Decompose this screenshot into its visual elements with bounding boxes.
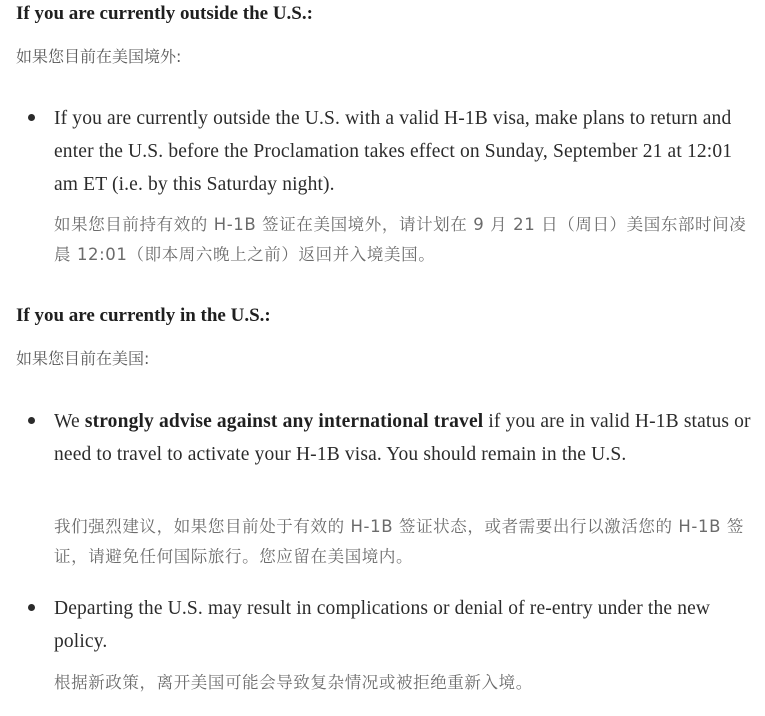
bullet-text-zh: 如果您目前持有效的 H-1B 签证在美国境外，请计划在 9 月 21 日（周日）美国东部时间凌晨 12:01（即本周六晚上之前）返回并入境美国。 — [54, 215, 747, 264]
bullet-text-en — [54, 405, 754, 471]
bullet-icon — [28, 417, 35, 424]
bullet-text-en: Departing the U.S. may result in complications or denial of re-entry under the new policy. — [54, 598, 711, 652]
bullet-text-en-emphasis: strongly advise against any international travel — [84, 411, 484, 432]
section-heading-outside-us-zh: 如果您目前在美国境外: — [16, 47, 182, 66]
section-heading-outside-us: If you are currently outside the U.S.: — [16, 3, 313, 24]
section-heading-in-us-zh: 如果您目前在美国: — [16, 349, 150, 368]
bullet-text-en-rest: if you are in valid H-1B status or need to travel to activate your H-1B visa. You should remain in the U.S. — [54, 411, 751, 465]
bullet-icon — [28, 604, 35, 611]
bullet-text-en: If you are currently outside the U.S. with a valid H-1B visa, make plans to return and enter the U.S. before the Proclamation takes effect on Sunday, September 21 at 12:01 am ET (i.e. by this Saturday night). — [54, 108, 733, 195]
bullet-icon — [28, 114, 35, 121]
bullet-text-en-lead: We — [54, 411, 80, 432]
bullet-text-zh: 根据新政策，离开美国可能会导致复杂情况或被拒绝重新入境。 — [54, 673, 533, 692]
bullet-text-zh: 我们强烈建议，如果您目前处于有效的 H-1B 签证状态，或者需要出行以激活您的 H-1B 签证，请避免任何国际旅行。您应留在美国境内。 — [54, 517, 744, 566]
section-heading-in-us: If you are currently in the U.S.: — [16, 305, 271, 326]
